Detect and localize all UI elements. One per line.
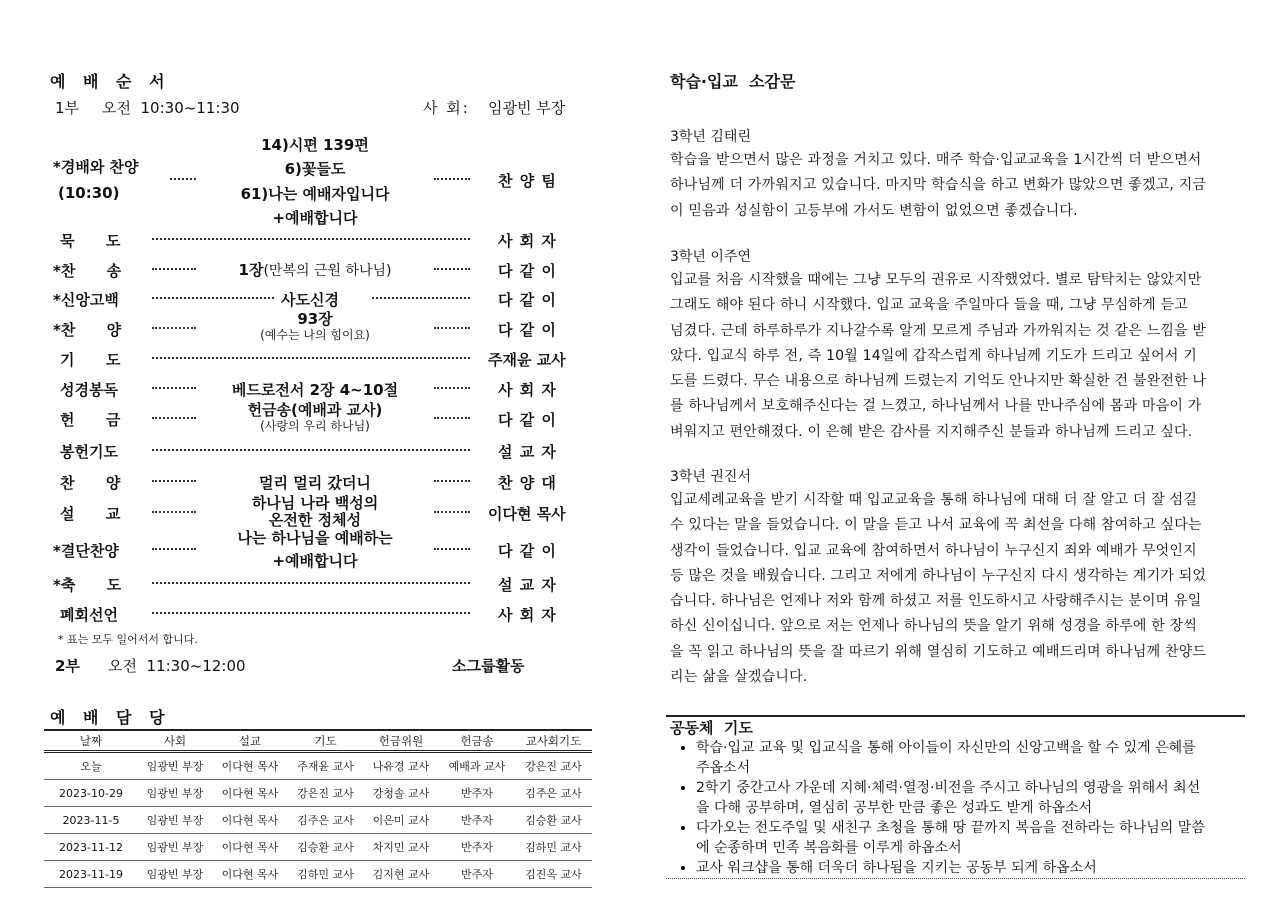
order-item-name: 봉헌기도 (60, 443, 118, 461)
order-item-content: 하나님 나라 백성의 온전한 정체성 (251, 494, 379, 529)
table-row: 2023-11-19 임광빈 부장 이다현 목사 김하민 교사 김지현 교사 반주자 김진옥 교사 (44, 861, 592, 888)
order-item-name: *신앙고백 (53, 291, 119, 309)
part2-activity: 소그룹활동 (452, 657, 525, 675)
order-item-name: 찬 양 (60, 474, 121, 492)
order-item-name: 폐회선언 (60, 606, 118, 624)
order-item-name: *축 도 (53, 576, 122, 594)
worship-title: 예 배 순 서 (50, 72, 171, 91)
order-item-content: 93장 (예수는 나의 힘이요) (260, 310, 370, 342)
reflection-text: 입교세례교육을 받기 시작할 때 입교교육을 통해 하나님에 대해 더 잘 알고 더 잘 섬길 수 있다는 말을 들었습니다. 이 말을 듣고 나서 교육에 꼭 최선을 다해 참여하고 싶다는 생각이 들었습니다. 입교 교육에 참여하면서 하나님이 누구신지 죄와 예배가 무엇인지 등 많은 것을 배웠습니다. 그리고 저에게 하나님이 누구신지 다시 생각하는 계기가 되었 습니다. 하나님은 언제나 저와 함께 하셨고 저를 인도하시고 사랑해주시는 분이며 유일 하신 신이십니다. 앞으로 저는 언제나 하나님의 뜻을 알기 위해 성경을 하루에 한 장씩 을 꼭 읽고 하나님의 뜻을 잘 따르기 위해 열심히 기도하고 예배드리며 하나님께 찬양드 리는 삶을 살겠습니다. (670, 492, 1207, 686)
order-item-content: 헌금송(예배과 교사) (사랑의 우리 하나님) (247, 401, 383, 433)
prayer-list (666, 738, 1245, 878)
order-item-role: 다 같 이 (498, 291, 557, 309)
order-item-name: *찬 양 (53, 321, 122, 339)
part1-time: 오전 10:30~11:30 (102, 99, 240, 117)
order-item-name: 성경봉독 (60, 381, 118, 399)
order-item-role: 찬 양 팀 (498, 172, 557, 190)
duty-header: 헌금송 (460, 733, 494, 748)
table-row: 2023-10-29 임광빈 부장 이다현 목사 강은진 교사 강청솔 교사 반주자 김주은 교사 (44, 780, 592, 807)
list-item: • 교사 워크샵을 통해 더욱더 하나됨을 지키는 공동부 되게 하옵소서 (696, 858, 1245, 878)
order-item-role: 사 회 자 (498, 606, 557, 624)
list-item: • 학습·입교 교육 및 입교식을 통해 아이들이 자신만의 신앙고백을 할 수 있게 은혜를 주옵소서 (696, 738, 1245, 778)
host-name: 임광빈 부장 (488, 99, 566, 117)
order-item-name: 설 교 (60, 505, 121, 523)
duty-header: 설교 (238, 733, 262, 748)
duty-header: 헌금위원 (378, 733, 424, 748)
order-item-role: 설 교 자 (498, 443, 557, 461)
part2-time: 오전 11:30~12:00 (108, 657, 246, 675)
reflection-entry: 3학년 권진서 입교세례교육을 받기 시작할 때 입교교육을 통해 하나님에 대해 더 잘 알고 더 잘 섬길 수 있다는 말을 들었습니다. 이 말을 듣고 나서 교육에 꼭 최선을 다해 참여하고 싶다는 생각이 들었습니다. 입교 교육에 참여하면서 하나님이 누구신지 죄와 예배가 무엇인지 등 많은 것을 배웠습니다. 그리고 저에게 하나님이 누구신지 다시 생각하는 계기가 되었 습니다. 하나님은 언제나 저와 함께 하셨고 저를 인도하시고 사랑해주시는 분이며 유일 하신 신이십니다. 앞으로 저는 언제나 하나님의 뜻을 알기 위해 성경을 하루에 한 장씩 을 꼭 읽고 하나님의 뜻을 잘 따르기 위해 열심히 기도하고 예배드리며 하나님께 찬양드 리는 삶을 살겠습니다. (670, 466, 1245, 690)
order-item-role: 사 회 자 (498, 232, 557, 250)
order-item-role: 설 교 자 (498, 576, 557, 594)
order-item-content: 나는 하나님을 예배하는 +예배합니다 (237, 529, 393, 570)
reflection-text: 학습을 받으면서 많은 과정을 거치고 있다. 매주 학습·입교교육을 1시간씩 더 받으면서 하나님께 더 가까워지고 있습니다. 마지막 학습식을 하고 변화가 많았으면 좋겠고, 지금 이 믿음과 성실함이 고등부에 가서도 변함이 없었으면 좋겠습니다. (670, 152, 1207, 219)
order-item-role: 찬 양 대 (498, 474, 557, 492)
reflection-text: 입교를 처음 시작했을 때에는 그냥 모두의 권유로 시작했었다. 별로 탐탁치는 않았지만 그래도 해야 된다 하니 시작했다. 입교 교육을 주일마다 들을 때, 그냥 무심하게 듣고 넘겼다. 근데 하루하루가 지나갈수록 알게 모르게 주님과 가까워지는 것 같은 느낌을 받 았다. 입교식 하루 전, 즉 10월 14일에 갑작스럽게 하나님께 기도가 드리고 싶어서 기 도를 드렸다. 무슨 내용으로 하나님께 드렸는지 기억도 안나지만 확실한 건 불완전한 나 를 하나님께서 보호해주신다는 걸 느꼈고, 하나님께서 나를 만나주심에 몸과 마음이 가 벼워지고 편안해졌다. 이 은혜 받은 감사를 지지해주신 분들과 하나님께 드리고 싶다. (670, 272, 1207, 440)
order-item-role: 주재윤 교사 (488, 351, 566, 369)
table-row: 2023-11-5 임광빈 부장 이다현 목사 김주은 교사 이은미 교사 반주자 김승환 교사 (44, 807, 592, 834)
order-item-role: 다 같 이 (498, 262, 557, 280)
duty-header: 사회 (163, 733, 187, 748)
order-item-role: 사 회 자 (498, 381, 557, 399)
order-item-content: 사도신경 (281, 291, 339, 309)
reflection-entry: 3학년 김태린 학습을 받으면서 많은 과정을 거치고 있다. 매주 학습·입교교육을 1시간씩 더 받으면서 하나님께 더 가까워지고 있습니다. 마지막 학습식을 하고 변화가 많았으면 좋겠고, 지금 이 믿음과 성실함이 고등부에 가서도 변함이 없었으면 좋겠습니다. (670, 126, 1245, 224)
order-item-role: 이다현 목사 (488, 505, 566, 523)
order-item-content: 1장(만복의 근원 하나님) (238, 261, 392, 279)
standing-note: * 표는 모두 일어서서 합니다. (58, 633, 198, 646)
duty-table (44, 731, 592, 888)
host-label: 사 회: (423, 99, 470, 117)
reflections-title: 학습·입교 소감문 (670, 72, 796, 91)
order-item-name: *결단찬양 (53, 542, 119, 560)
order-item-name: *경배와 찬양 (53, 158, 139, 176)
order-item-content: 베드로전서 2장 4~10절 (231, 381, 399, 399)
duty-header: 교사회기도 (525, 733, 582, 748)
reflection-entry: 3학년 이주연 입교를 처음 시작했을 때에는 그냥 모두의 권유로 시작했었다. 별로 탐탁치는 않았지만 그래도 해야 된다 하니 시작했다. 입교 교육을 주일마다 들을 때, 그냥 무심하게 듣고 넘겼다. 근데 하루하루가 지나갈수록 알게 모르게 주님과 가까워지는 것 같은 느낌을 받 았다. 입교식 하루 전, 즉 10월 14일에 갑작스럽게 하나님께 기도가 드리고 싶어서 기 도를 드렸다. 무슨 내용으로 하나님께 드렸는지 기억도 안나지만 확실한 건 불완전한 나 를 하나님께서 보호해주신다는 걸 느꼈고, 하나님께서 나를 만나주심에 몸과 마음이 가 벼워지고 편안해졌다. 이 은혜 받은 감사를 지지해주신 분들과 하나님께 드리고 싶다. (670, 246, 1245, 445)
order-item-role: 다 같 이 (498, 542, 557, 560)
order-item-content: 14)시편 139편 6)꽃들도 61)나는 예배자입니다 +예배합니다 (240, 136, 390, 227)
list-item: • 2학기 중간고사 가운데 지혜·체력·열정·비전을 주시고 하나님의 영광을 위해서 최선 을 다해 공부하며, 열심히 공부한 만큼 좋은 성과도 받게 하옵소서 (696, 778, 1245, 818)
order-item-name: *찬 송 (53, 262, 122, 280)
table-row: 오늘 임광빈 부장 이다현 목사 주재윤 교사 나유경 교사 예배과 교사 강은진 교사 (44, 752, 592, 780)
order-item-role: 다 같 이 (498, 411, 557, 429)
duty-header: 날짜 (79, 733, 103, 748)
duty-header: 기도 (314, 733, 337, 748)
part1-label: 1부 (55, 99, 80, 117)
table-row: 2023-11-12 임광빈 부장 이다현 목사 김승환 교사 차지민 교사 반주자 김하민 교사 (44, 834, 592, 861)
order-item-name: 기 도 (60, 351, 121, 369)
order-item-name: 헌 금 (60, 411, 121, 429)
part2-label: 2부 (55, 657, 80, 675)
order-item-role: 다 같 이 (498, 321, 557, 339)
duty-title: 예 배 담 당 (50, 708, 171, 727)
order-item-sub: (10:30) (58, 184, 120, 202)
order-item-name: 묵 도 (60, 232, 121, 250)
order-item-content: 멀리 멀리 갔더니 (259, 474, 371, 492)
prayer-title: 공동체 기도 (670, 719, 753, 737)
list-item: • 다가오는 전도주일 및 새친구 초청을 통해 땅 끝까지 복음을 전하라는 하나님의 말씀 에 순종하며 민족 복음화를 이루게 하옵소서 (696, 818, 1245, 858)
